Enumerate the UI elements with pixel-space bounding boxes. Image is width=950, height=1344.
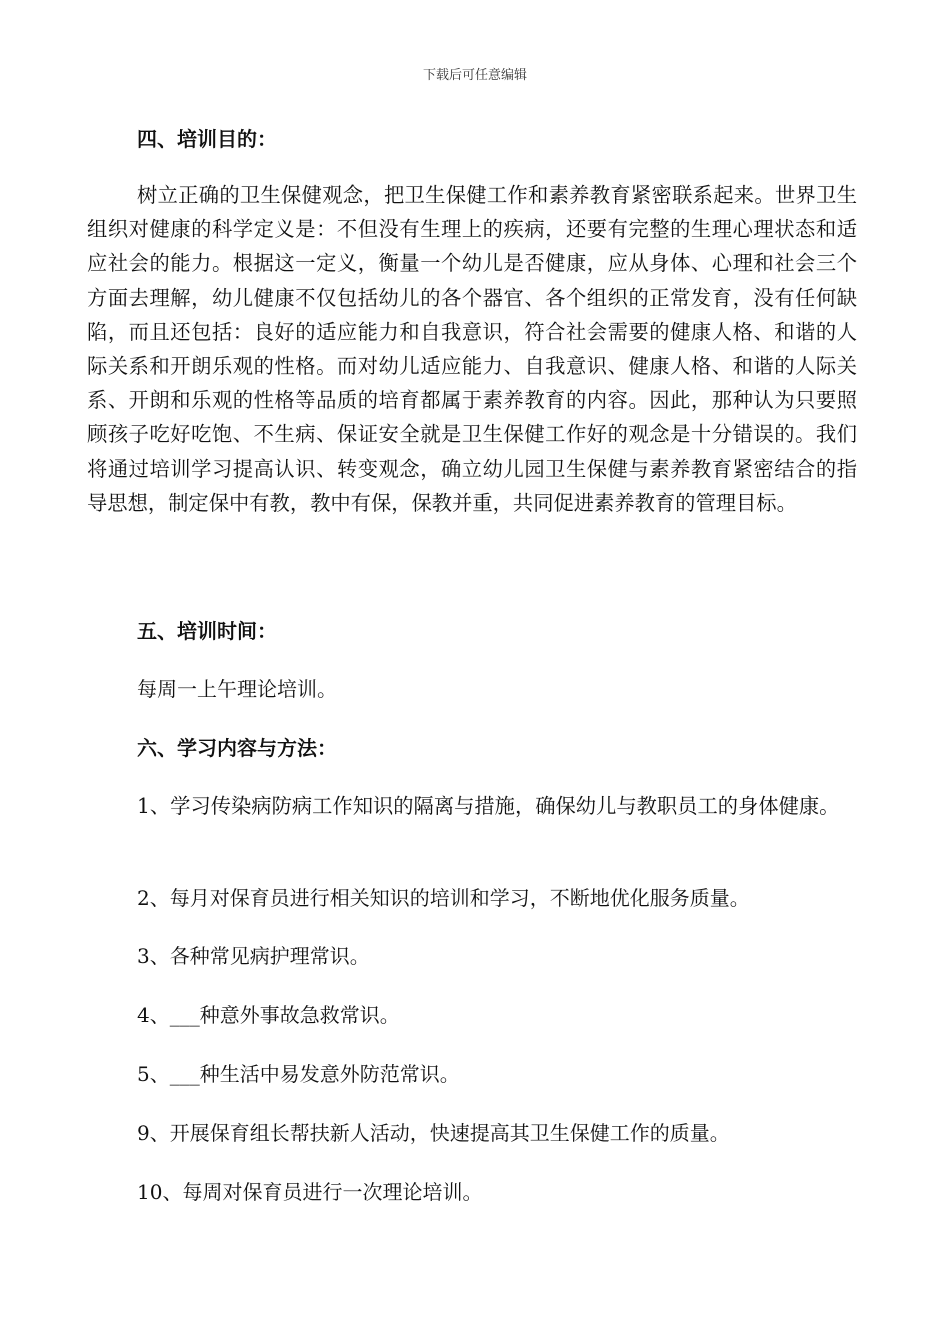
time-paragraph: 每周一上午理论培训。	[137, 677, 337, 701]
purpose-paragraph: 树立正确的卫生保健观念，把卫生保健工作和素养教育紧密联系起来。世界卫生组织对健康的科学定义是：不但没有生理上的疾病，还要有完整的生理心理状态和适应社会的能力。根据这一定义，衡量一个幼儿是否健康，应从身体、心理和社会三个方面去理解，幼儿健康不仅包括幼儿的各个器官、各个组织的正常发育，没有任何缺陷，而且还包括：良好的适应能力和自我意识，符合社会需要的健康人格、和谐的人际关系和开朗乐观的性格。而对幼儿适应能力、自我意识、健康人格、和谐的人际关系、开朗和乐观的性格等品质的培育都属于素养教育的内容。因此，那种认为只要照顾孩子吃好吃饱、不生病、保证安全就是卫生保健工作好的观念是十分错误的。我们将通过培训学习提高认识、转变观念，确立幼儿园卫生保健与素养教育紧密结合的指导思想，制定保中有教，教中有保，保教并重，共同促进素养教育的管理目标。	[87, 183, 857, 515]
content-item-1: 1、学习传染病防病工作知识的隔离与措施，确保幼儿与教职员工的身体健康。	[137, 794, 840, 818]
content-item-10: 10、每周对保育员进行一次理论培训。	[137, 1180, 483, 1204]
section-heading-content: 六、学习内容与方法：	[137, 736, 337, 760]
page-header: 下载后可任意编辑	[422, 68, 527, 83]
content-item-5: 5、___种生活中易发意外防范常识。	[137, 1062, 460, 1086]
content-item-9: 9、开展保育组长帮扶新人活动，快速提高其卫生保健工作的质量。	[137, 1121, 730, 1145]
content-item-3: 3、各种常见病护理常识。	[137, 944, 370, 968]
section-heading-time: 五、培训时间：	[137, 619, 277, 643]
content-item-4: 4、___种意外事故急救常识。	[137, 1003, 400, 1027]
content-item-2: 2、每月对保育员进行相关知识的培训和学习，不断地优化服务质量。	[137, 886, 750, 910]
section-heading-purpose: 四、培训目的：	[137, 127, 277, 151]
